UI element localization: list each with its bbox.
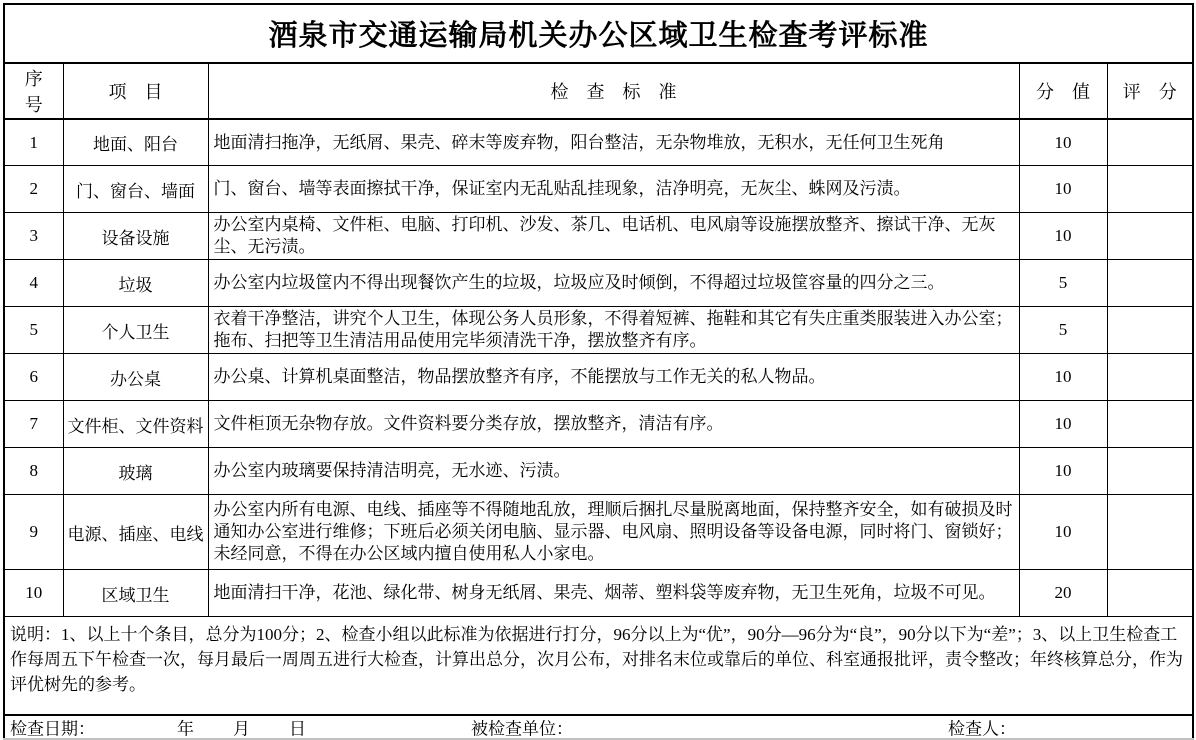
inspection-date-label: 检查日期： — [10, 719, 95, 739]
standard-cell: 地面清扫拖净，无纸屑、果壳、碎末等废弃物，阳台整洁，无杂物堆放，无积水，无任何卫生死角 — [208, 119, 1019, 166]
score-cell: 5 — [1019, 307, 1107, 354]
serial-cell: 10 — [4, 570, 63, 617]
col-header-score: 分 值 — [1019, 63, 1107, 119]
col-header-serial: 序 号 — [4, 63, 63, 119]
serial-cell: 2 — [4, 166, 63, 213]
standard-cell: 办公室内玻璃要保持清洁明亮，无水迹、污渍。 — [208, 448, 1019, 495]
rating-cell — [1107, 354, 1193, 401]
rating-cell — [1107, 119, 1193, 166]
rating-cell — [1107, 448, 1193, 495]
item-cell: 设备设施 — [63, 213, 208, 260]
table-row — [4, 401, 1193, 448]
day-label: 日 — [289, 719, 306, 739]
score-cell: 10 — [1019, 213, 1107, 260]
standard-cell: 办公室内所有电源、电线、插座等不得随地乱放，理顺后捆扎尽量脱离地面，保持整齐安全，如有破损及时通知办公室进行维修；下班后必须关闭电脑、显示器、电风扇、照明设备等设备电源，同时将门、窗锁好；未经同意，不得在办公区域内擅自使用私人小家电。 — [208, 495, 1019, 570]
item-cell: 地面、阳台 — [63, 119, 208, 166]
serial-cell: 5 — [4, 307, 63, 354]
table-row — [4, 307, 1193, 354]
rating-cell — [1107, 213, 1193, 260]
item-cell: 玻璃 — [63, 448, 208, 495]
table-row — [4, 354, 1193, 401]
page-title: 酒泉市交通运输局机关办公区域卫生检查考评标准 — [4, 4, 1193, 63]
table-row — [4, 119, 1193, 166]
rating-cell — [1107, 401, 1193, 448]
standard-cell: 办公室内桌椅、文件柜、电脑、打印机、沙发、茶几、电话机、电风扇等设施摆放整齐、擦试干净、无灰尘、无污渍。 — [208, 213, 1019, 260]
col-header-rating: 评 分 — [1107, 63, 1193, 119]
score-cell: 5 — [1019, 260, 1107, 307]
serial-cell: 3 — [4, 213, 63, 260]
score-cell: 10 — [1019, 166, 1107, 213]
score-cell: 10 — [1019, 354, 1107, 401]
standard-cell: 办公室内垃圾筐内不得出现餐饮产生的垃圾，垃圾应及时倾倒，不得超过垃圾筐容量的四分之三。 — [208, 260, 1019, 307]
notes-text: 说明：1、以上十个条目，总分为100分；2、检查小组以此标准为依据进行打分，96分以上为“优”，90分—96分为“良”，90分以下为“差”；3、以上卫生检查工作每周五下午检查一次，每月最后一周周五进行大检查，计算出总分，次月公布，对排名末位或靠后的单位、科室通报批评，责令整改；年终核算总分，作为评优树先的参考。 — [4, 617, 1193, 716]
standard-cell: 文件柜顶无杂物存放。文件资料要分类存放，摆放整齐，清洁有序。 — [208, 401, 1019, 448]
serial-cell: 4 — [4, 260, 63, 307]
score-cell: 10 — [1019, 119, 1107, 166]
table-row — [4, 166, 1193, 213]
month-label: 月 — [233, 719, 250, 739]
rating-cell — [1107, 166, 1193, 213]
table-row — [4, 448, 1193, 495]
col-header-item: 项 目 — [63, 63, 208, 119]
table-row — [4, 213, 1193, 260]
item-cell: 门、窗台、墙面 — [63, 166, 208, 213]
serial-cell: 9 — [4, 495, 63, 570]
inspector-label: 检查人： — [948, 719, 1016, 739]
item-cell: 区域卫生 — [63, 570, 208, 617]
inspected-unit-label: 被检查单位： — [471, 719, 573, 739]
serial-cell: 1 — [4, 119, 63, 166]
score-cell: 10 — [1019, 448, 1107, 495]
evaluation-table — [3, 3, 1194, 740]
footer-cell — [4, 715, 1193, 739]
rating-cell — [1107, 307, 1193, 354]
table-row — [4, 260, 1193, 307]
standard-cell: 衣着干净整洁，讲究个人卫生，体现公务人员形象，不得着短裤、拖鞋和其它有失庄重类服装进入办公室；拖布、扫把等卫生清洁用品使用完毕须清洗干净，摆放整齐有序。 — [208, 307, 1019, 354]
rating-cell — [1107, 570, 1193, 617]
rating-cell — [1107, 260, 1193, 307]
item-cell: 个人卫生 — [63, 307, 208, 354]
rating-cell — [1107, 495, 1193, 570]
score-cell: 10 — [1019, 401, 1107, 448]
footer-row — [4, 715, 1193, 739]
serial-cell: 6 — [4, 354, 63, 401]
score-cell: 10 — [1019, 495, 1107, 570]
item-cell: 文件柜、文件资料 — [63, 401, 208, 448]
col-header-standard: 检 查 标 准 — [208, 63, 1019, 119]
table-row — [4, 570, 1193, 617]
table-row — [4, 495, 1193, 570]
year-label: 年 — [177, 719, 194, 739]
serial-cell: 7 — [4, 401, 63, 448]
title-row — [4, 4, 1193, 63]
table-header-row — [4, 63, 1193, 119]
item-cell: 电源、插座、电线 — [63, 495, 208, 570]
standard-cell: 门、窗台、墙等表面擦拭干净，保证室内无乱贴乱挂现象，洁净明亮，无灰尘、蛛网及污渍。 — [208, 166, 1019, 213]
standard-cell: 地面清扫干净，花池、绿化带、树身无纸屑、果壳、烟蒂、塑料袋等废弃物，无卫生死角，垃圾不可见。 — [208, 570, 1019, 617]
serial-cell: 8 — [4, 448, 63, 495]
item-cell: 办公桌 — [63, 354, 208, 401]
standard-cell: 办公桌、计算机桌面整洁，物品摆放整齐有序，不能摆放与工作无关的私人物品。 — [208, 354, 1019, 401]
notes-row — [4, 617, 1193, 716]
item-cell: 垃圾 — [63, 260, 208, 307]
score-cell: 20 — [1019, 570, 1107, 617]
